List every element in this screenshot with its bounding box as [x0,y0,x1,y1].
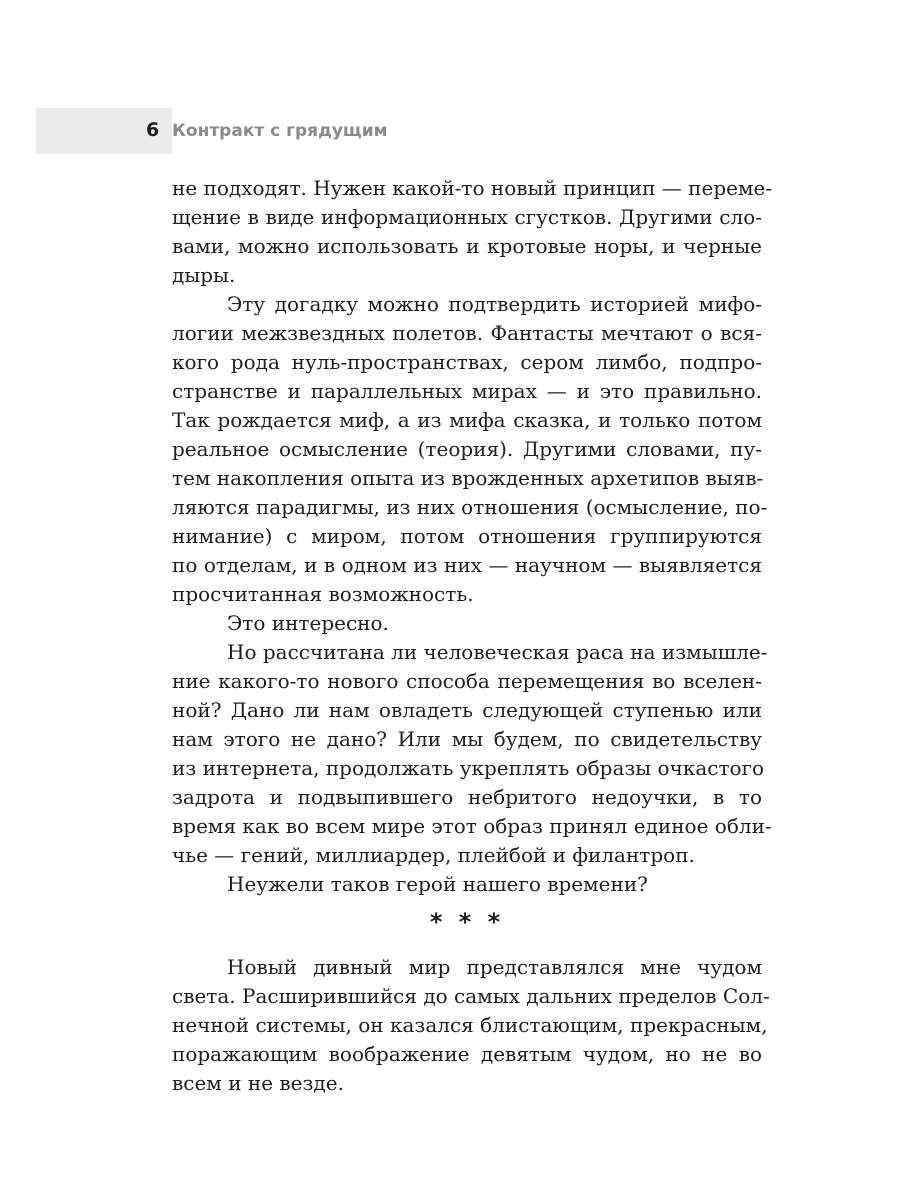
text-line: Эту догадку можно подтвердить историей мифо- [227,292,762,316]
text-line: время как во всем мире этот образ принял единое обли- [172,814,772,838]
text-line: ние какого-то нового способа перемещения во вселен- [172,669,762,693]
text-line: не подходят. Нужен какой-то новый принцип — переме- [172,176,773,200]
text-line: из интернета, продолжать укреплять образы очкастого [172,756,765,780]
text-line: по отделам, и в одном из них — научном — выявляется [172,553,762,577]
text-line: нимание) с миром, потом отношения группируются [172,524,762,548]
page-number: 6 [146,119,160,141]
text-line: поражающим воображение девятым чудом, но не во [172,1042,762,1066]
text-line: Так рождается миф, а из мифа сказка, и только потом [172,408,762,432]
text-line: света. Расширившийся до самых дальних пределов Сол- [172,984,770,1008]
text-line: дыры. [172,263,236,287]
text-line: странстве и параллельных мирах — и это правильно. [172,379,762,403]
text-line: тем накопления опыта из врожденных архетипов выяв- [172,466,764,490]
closing-text [172,953,770,1098]
text-line: задрота и подвыпившего небритого недоучки, в то [172,785,762,809]
section-break-ornament: * * * [429,908,505,936]
text-line: щение в виде информационных сгустков. Другими сло- [172,205,762,229]
text-line: просчитанная возможность. [172,582,474,606]
text-line: Но рассчитана ли человеческая раса на измышле- [227,640,768,664]
main-text [172,174,773,899]
text-line: Это интересно. [227,611,389,635]
text-line: ляются парадигмы, из них отношения (осмысление, по- [172,495,768,519]
text-line: всем и не везде. [172,1071,344,1095]
text-line: чье — гений, миллиардер, плейбой и филантроп. [172,843,695,867]
text-line: реальное осмысление (теория). Другими словами, пу- [172,437,762,461]
text-line: нечной системы, он казался блистающим, прекрасным, [172,1013,768,1037]
text-line: кого рода нуль-пространствах, сером лимбо, подпро- [172,350,762,374]
text-line: логии межзвездных полетов. Фантасты мечтают о вся- [172,321,762,345]
text-line: нам этого не дано? Или мы будем, по свидетельству [172,727,762,751]
text-line: ной? Дано ли нам овладеть следующей ступенью или [172,698,762,722]
text-line: вами, можно использовать и кротовые норы, и черные [172,234,762,258]
text-line: Неужели таков герой нашего времени? [227,872,648,896]
text-line: Новый дивный мир представлялся мне чудом [227,955,762,979]
running-title: Контракт с грядущим [172,121,388,141]
